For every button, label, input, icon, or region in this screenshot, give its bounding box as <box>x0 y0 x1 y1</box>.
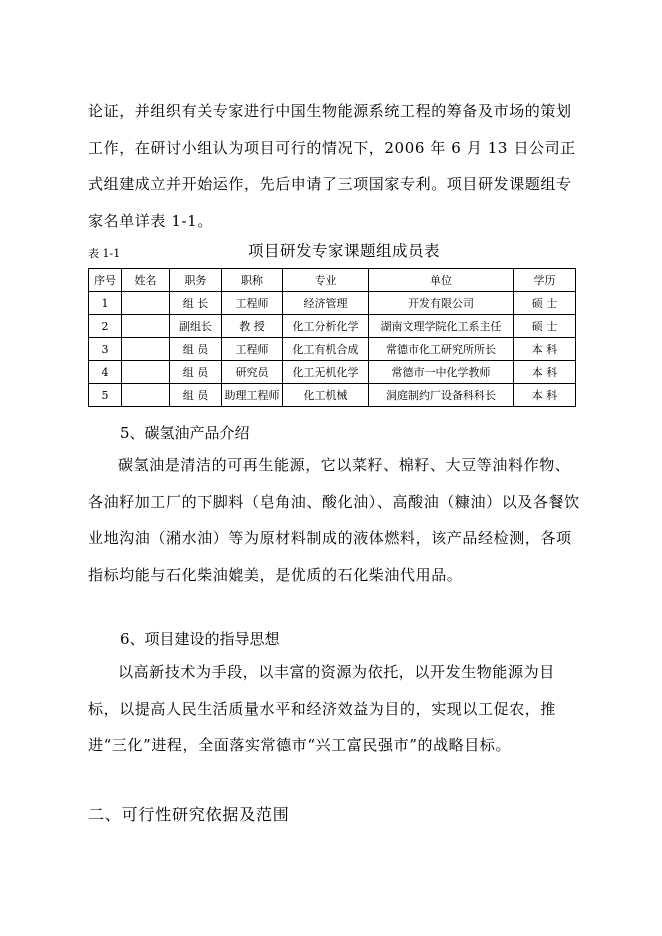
table-row <box>89 338 576 361</box>
guiding-paragraph <box>88 654 580 764</box>
table-cell: 化工无机化学 <box>283 361 369 384</box>
intro-paragraph <box>88 93 580 239</box>
table-cell: 本 科 <box>514 384 576 407</box>
table-cell: 化工机械 <box>283 384 369 407</box>
table-cell: 工程师 <box>222 338 283 361</box>
table-cell: 1 <box>89 292 122 315</box>
table-cell <box>122 338 170 361</box>
chapter-heading: 二、可行性研究依据及范围 <box>88 805 290 824</box>
table-row <box>89 292 576 315</box>
product-text: 碳氢油是清洁的可再生能源，它以菜籽、棉籽、大豆等油料作物、各油籽加工厂的下脚料（皂角油、酸化油）、高酸油（糠油）以及各餐饮业地沟油（潲水油）等为原材料制成的液体燃料，该产品经检测，各项指标均能与石化柴油媲美，是优质的石化柴油代用品。 <box>88 456 580 584</box>
expert-table <box>88 268 576 407</box>
table-cell: 工程师 <box>222 292 283 315</box>
table-cell: 教 授 <box>222 315 283 338</box>
table-cell: 开发有限公司 <box>369 292 514 315</box>
table-cell: 3 <box>89 338 122 361</box>
table-cell: 常德市一中化学教师 <box>369 361 514 384</box>
table-cell: 研究员 <box>222 361 283 384</box>
table-cell <box>122 292 170 315</box>
section-heading-6: 6、项目建设的指导思想 <box>120 630 280 648</box>
header-cell: 学历 <box>514 269 576 292</box>
table-cell: 洞庭制约厂设备科科长 <box>369 384 514 407</box>
table-cell: 5 <box>89 384 122 407</box>
table-label: 表 1-1 <box>88 247 121 260</box>
table-header-row <box>89 269 576 292</box>
table-title: 项目研发专家课题组成员表 <box>248 242 441 260</box>
table-caption <box>0 238 662 262</box>
table-cell: 2 <box>89 315 122 338</box>
product-paragraph <box>88 447 580 593</box>
table-cell: 助理工程师 <box>222 384 283 407</box>
table-cell: 副组长 <box>170 315 222 338</box>
table-cell: 硕 士 <box>514 292 576 315</box>
table-cell: 化工有机合成 <box>283 338 369 361</box>
table-cell: 硕 士 <box>514 315 576 338</box>
table-cell <box>122 384 170 407</box>
table-cell: 组 员 <box>170 361 222 384</box>
section-heading-5: 5、碳氢油产品介绍 <box>120 424 250 442</box>
table-cell: 4 <box>89 361 122 384</box>
table-row <box>89 315 576 338</box>
header-cell: 专业 <box>283 269 369 292</box>
table-cell: 组 长 <box>170 292 222 315</box>
table-cell <box>122 361 170 384</box>
table-cell: 经济管理 <box>283 292 369 315</box>
table-cell: 化工分析化学 <box>283 315 369 338</box>
table-cell: 组 员 <box>170 338 222 361</box>
table-cell: 本 科 <box>514 361 576 384</box>
header-cell: 姓名 <box>122 269 170 292</box>
table-cell: 组 员 <box>170 384 222 407</box>
table-cell: 湖南文理学院化工系主任 <box>369 315 514 338</box>
guiding-text: 以高新技术为手段，以丰富的资源为依托，以开发生物能源为目标，以提高人民生活质量水平和经济效益为目的，实现以工促农，推进“三化”进程，全面落实常德市“兴工富民强市”的战略目标。 <box>88 663 557 754</box>
header-cell: 职务 <box>170 269 222 292</box>
table-cell <box>122 315 170 338</box>
intro-text: 论证，并组织有关专家进行中国生物能源系统工程的筹备及市场的策划工作，在研讨小组认为项目可行的情况下，2006 年 6 月 13 日公司正式组建成立并开始运作，先后申请了三项国家专利。项目研发课题组专家名单详表 1-1。 <box>88 102 576 230</box>
header-cell: 单位 <box>369 269 514 292</box>
header-cell: 序号 <box>89 269 122 292</box>
table-row <box>89 361 576 384</box>
table-row <box>89 384 576 407</box>
header-cell: 职称 <box>222 269 283 292</box>
table-cell: 常德市化工研究所所长 <box>369 338 514 361</box>
table-cell: 本 科 <box>514 338 576 361</box>
